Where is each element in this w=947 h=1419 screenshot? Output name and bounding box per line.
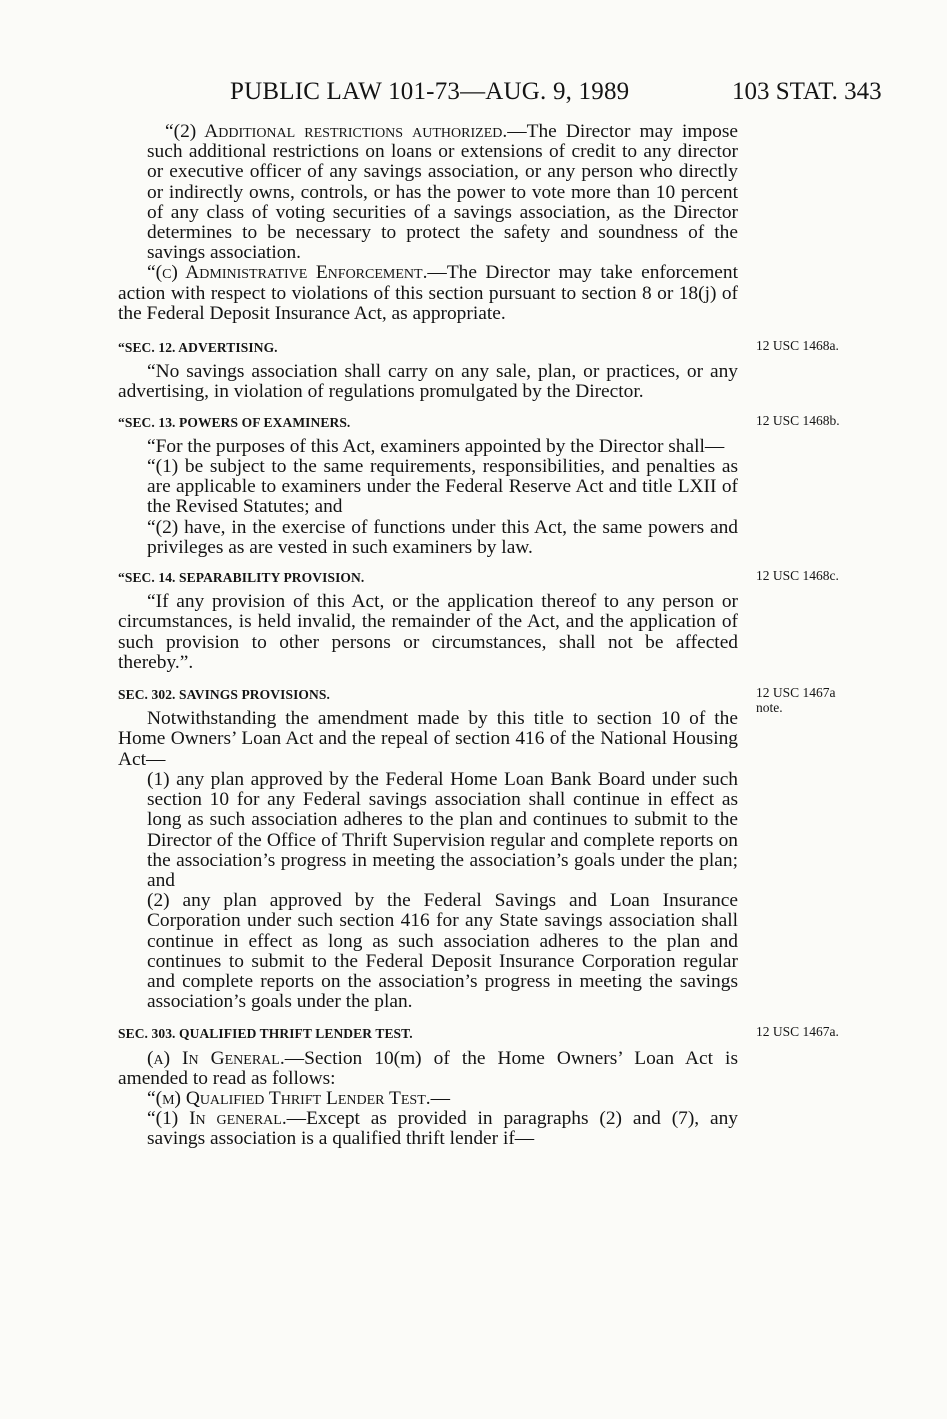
section-intro: Notwithstanding the amendment made by this title to section 10 of the Home Owners’ Loan Act and the repeal of section 416 of the National Housing Act— — [118, 708, 738, 770]
section-heading: SEC. 302. SAVINGS PROVISIONS. — [118, 687, 330, 703]
paragraph-2-additional-restrictions — [118, 122, 738, 263]
margin-citation: 12 USC 1467a. — [756, 1024, 839, 1040]
list-item: (2) any plan approved by the Federal Savings and Loan Insurance Corporation under such section 416 for any State savings association shall continue in effect as long as such association adheres to the plan and continues to submit to the Federal Deposit Insurance Corporation regular and complete reports on the association’s progress in meeting the savings association’s goals under the plan. — [147, 890, 738, 1013]
paragraph-heading: “(1) In general. — [147, 1108, 287, 1130]
paragraph-text: —The Director may impose such additional restrictions on loans or extensions of credit to any director or executive officer of any savings association, or any person who directly or indirectly owns, controls, or has the power to vote more than 10 percent of any class of voting securities of a savings association, as the Director determines to be necessary to protect the safety and soundness of the savings association. — [147, 121, 738, 264]
margin-citation: 12 USC 1468b. — [756, 412, 840, 428]
subsection-m — [118, 1089, 738, 1109]
section-14 — [118, 568, 839, 673]
subsection-text: —Section 10(m) of the Home Owners’ Loan Act is amended to read as follows: — [118, 1047, 738, 1089]
paragraph-heading: “(c) Administrative Enforcement. — [147, 262, 428, 284]
subsection-heading: “(m) Qualified Thrift Lender Test. — [147, 1087, 431, 1109]
subsection-heading: (a) In General. — [147, 1047, 285, 1069]
margin-citation: 12 USC 1468c. — [756, 568, 839, 584]
paragraph-text: —The Director may take enforcement action with respect to violations of this section pursuant to section 8 or 18(j) of the Federal Deposit Insurance Act, as appropriate. — [118, 262, 738, 324]
paragraph-text: —Except as provided in paragraphs (2) and (7), any savings association is a qualified thrift lender if— — [147, 1108, 739, 1150]
paragraph-1 — [118, 1109, 738, 1149]
subsection-dash: — — [430, 1087, 450, 1109]
running-header-page: 103 STAT. 343 — [732, 78, 882, 105]
section-intro: “For the purposes of this Act, examiners appointed by the Director shall— — [147, 435, 725, 457]
section-13 — [118, 412, 840, 558]
document-body — [118, 121, 840, 1150]
section-text: “No savings association shall carry on any sale, plan, or practices, or any advertising, in violation of regulations promulgated by the Director. — [118, 361, 738, 403]
section-302 — [118, 685, 836, 1013]
section-heading: SEC. 303. QUALIFIED THRIFT LENDER TEST. — [118, 1026, 413, 1042]
section-303 — [118, 1024, 839, 1150]
section-heading: “SEC. 12. ADVERTISING. — [118, 340, 278, 356]
list-item: (1) any plan approved by the Federal Home Loan Bank Board under such section 10 for any Federal savings association shall continue in effect as long as such association adheres to the plan and continues to submit to the Director of the Office of Thrift Supervision regular and complete reports on the association’s progress in meeting the association’s goals under the plan; and — [147, 768, 738, 891]
section-items — [118, 770, 738, 1012]
subsection-a — [118, 1049, 738, 1089]
section-text: “If any provision of this Act, or the application thereof to any person or circumstances, is held invalid, the remainder of the Act, and the application of such provision to other persons or circumstances, shall not be affected thereby.”. — [118, 591, 738, 673]
section-12 — [118, 338, 839, 403]
running-header-title: PUBLIC LAW 101-73—AUG. 9, 1989 — [230, 78, 630, 105]
margin-citation: 12 USC 1467a note. — [756, 685, 836, 716]
section-items — [118, 457, 738, 558]
section-heading: “SEC. 13. POWERS OF EXAMINERS. — [118, 414, 351, 430]
margin-citation: 12 USC 1468a. — [756, 338, 839, 354]
paragraph-heading: “(2) Additional restrictions authorized. — [165, 121, 508, 142]
section-heading: “SEC. 14. SEPARABILITY PROVISION. — [118, 570, 365, 586]
paragraph-c-administrative-enforcement — [118, 263, 738, 324]
list-item: “(2) have, in the exercise of functions under this Act, the same powers and privileges as are vested in such examiners by law. — [147, 516, 738, 558]
list-item: “(1) be subject to the same requirements, responsibilities, and penalties as are applicable to examiners under the Federal Reserve Act and title LXII of the Revised Statutes; and — [147, 456, 738, 518]
